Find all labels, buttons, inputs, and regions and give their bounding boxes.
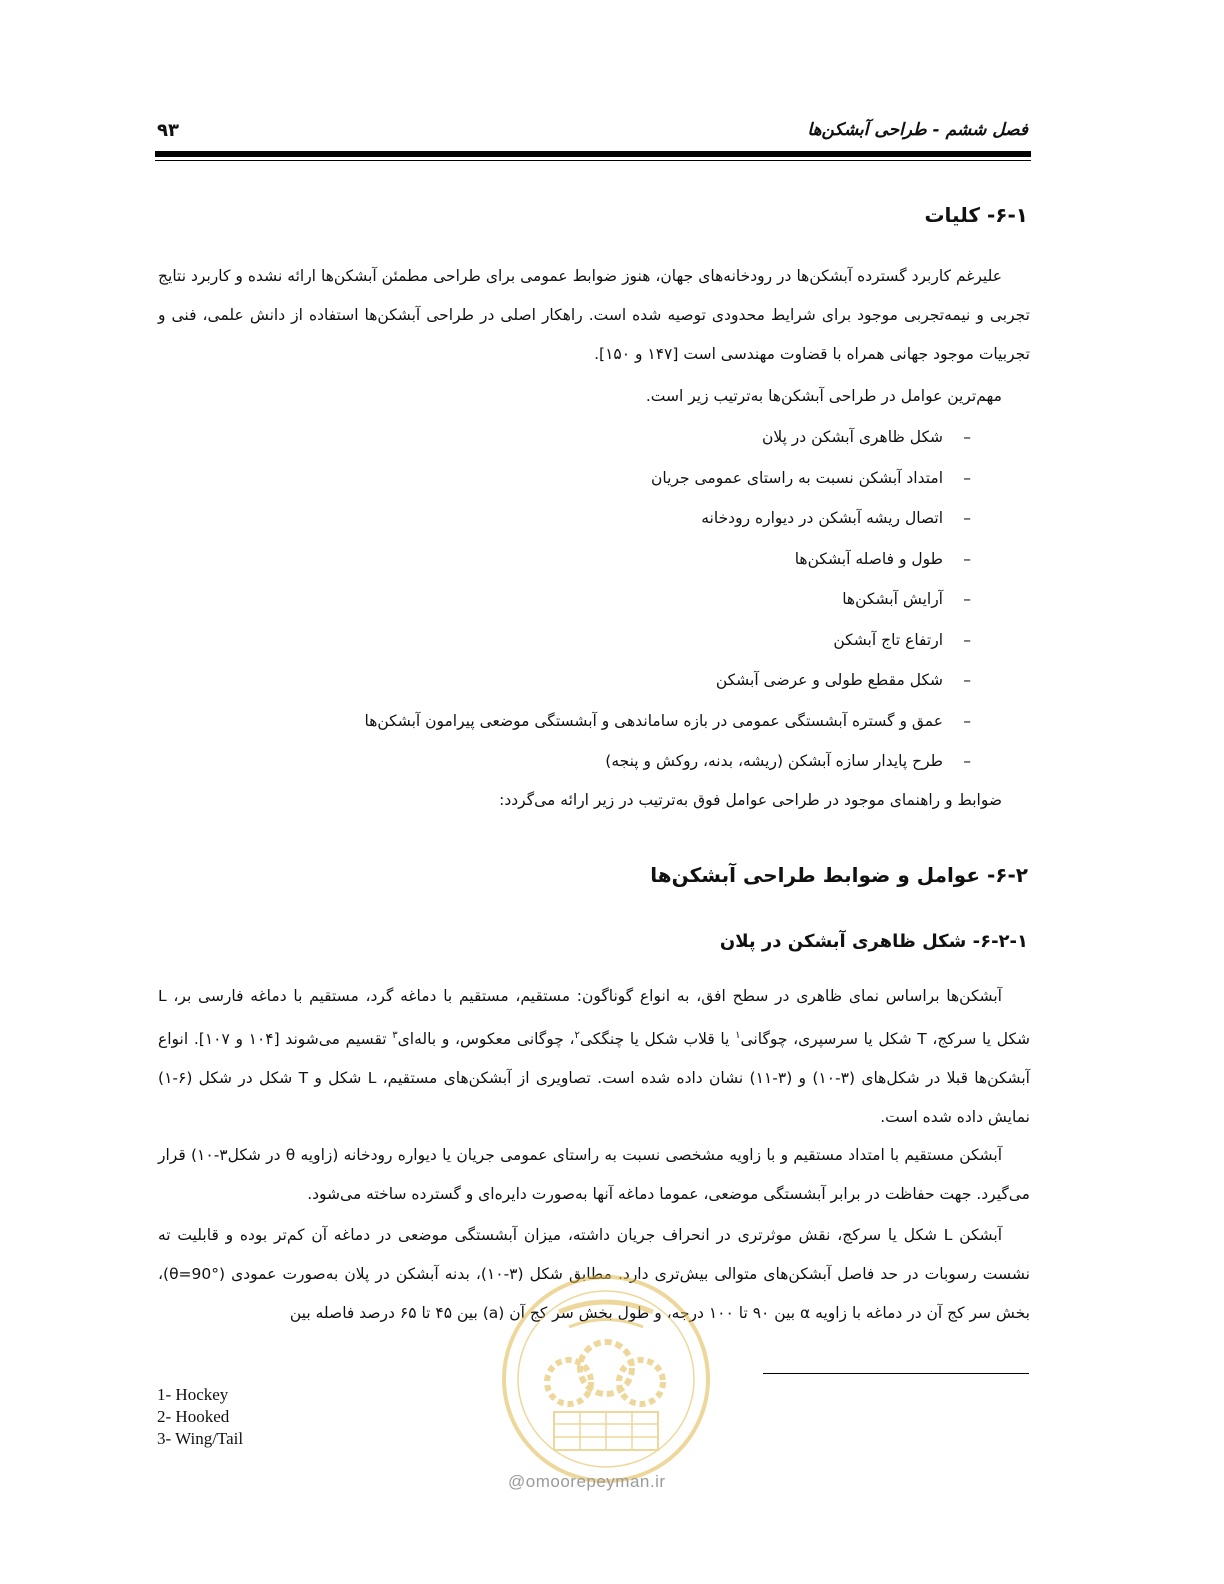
paragraph-straight-groyne: آبشکن مستقیم با امتداد مستقیم و با زاویه مشخصی نسبت به راستای عمومی جریان یا دیواره رودخانه (زاویه θ در شکل۳-۱۰) قرار می‌گیرد. جهت حفاظت در برابر آبشستگی موضعی، عموما دماغه آنها به‌صورت دایره‌ای و گسترده ساخته می‌شود. [158,1146,1030,1203]
header-rule-thin [155,160,1031,161]
paragraph-factors-intro: مهم‌ترین عوامل در طراحی آبشکن‌ها به‌ترتیب زیر است. [645,387,1002,405]
list-item [364,620,971,661]
list-item [364,539,971,580]
list-item-text: شکل مقطع طولی و عرضی آبشکن [715,671,943,689]
watermark-url: @omoorepeyman.ir [508,1472,666,1491]
list-dash: – [963,468,971,487]
list-item-text: عمق و گستره آبشستگی عمومی در بازه ساماندهی و آبشستگی موضعی پیرامون آبشکن‌ها [364,711,943,730]
list-item-text: آرایش آبشکن‌ها [842,590,943,608]
subsection-heading-plan-shape: ۶-۲-۱- شکل ظاهری آبشکن در پلان [719,931,1028,952]
list-item [364,417,971,458]
list-dash: – [963,509,971,527]
list-item [364,579,971,620]
paragraph-groyne-types [158,977,1030,1137]
list-item [364,741,971,782]
text-run: آبشکن‌ها براساس نمای ظاهری در سطح افق، به انواع گوناگون: مستقیم، مستقیم با دماغه گرد، مستقیم با دماغه فارسی بر، L شکل یا سرکج، T شکل یا سرسپری، چوگانی [158,987,1030,1049]
paragraph-factors-outro: ضوابط و راهنمای موجود در طراحی عوامل فوق به‌ترتیب در زیر ارائه می‌گردد: [499,791,1002,809]
footnotes [157,1384,243,1450]
footnote: 2- Hooked [157,1407,230,1426]
footnote-separator [763,1373,1029,1374]
list-dash: – [963,630,971,649]
list-item [364,660,971,701]
footnote-ref-2: ۲ [574,1030,580,1041]
footnote-ref-3: ۳ [392,1030,398,1041]
list-item-text: طرح پایدار سازه آبشکن (ریشه، بدنه، روکش و پنجه) [605,752,943,770]
page-number: ۹۳ [157,120,179,141]
list-item [364,498,971,539]
list-item-text: ارتفاع تاج آبشکن [833,630,943,649]
list-item [364,458,971,499]
footnote: 3- Wing/Tail [157,1429,244,1448]
list-item-text: امتداد آبشکن نسبت به راستای عمومی جریان [651,468,943,487]
list-dash: – [963,752,971,770]
header-rule-thick [155,151,1031,157]
list-dash: – [963,671,971,689]
list-dash: – [963,711,971,730]
section-heading-factors: ۶-۲- عوامل و ضوابط طراحی آبشکن‌ها [650,863,1028,887]
footnote: 1- Hockey [157,1385,229,1404]
list-dash: – [963,549,971,568]
running-header-title: فصل ششم - طراحی آبشکن‌ها [807,120,1028,140]
list-dash: – [963,428,971,446]
section-heading-general: ۶-۱- کلیات [924,203,1028,227]
text-run: تقسیم می‌شوند [۱۰۴ و ۱۰۷]. انواع آبشکن‌ها قبلا در شکل‌های (۳-۱۰) و (۳-۱۱) نشان داده شده است. تصاویری از آبشکن‌های مستقیم، L شکل و T شکل در شکل (۶-۱) نمایش داده شده است. [158,1030,1030,1127]
list-item-text: شکل ظاهری آبشکن در پلان [761,428,943,446]
list-item-text: طول و فاصله آبشکن‌ها [794,549,943,568]
text-run: یا قلاب شکل یا چنگکی [579,1030,736,1049]
watermark-seal-icon [499,1272,713,1486]
list-dash: – [963,590,971,608]
text-run: ، چوگانی معکوس، و باله‌ای [397,1030,575,1049]
paragraph-general-intro: علیرغم کاربرد گسترده آبشکن‌ها در رودخانه‌های جهان، هنوز ضوابط عمومی برای طراحی مطمئن آبشکن‌ها ارائه نشده و کاربرد نتایج تجربی و نیمه‌تجربی موجود برای شرایط محدودی توصیه شده است. راهکار اصلی در طراحی آبشکن‌ها استفاده از دانش علمی، فنی و تجربیات موجود جهانی همراه با قضاوت مهندسی است [۱۴۷ و ۱۵۰]. [158,267,1030,363]
list-item-text: اتصال ریشه آبشکن در دیواره رودخانه [701,509,943,527]
design-factors-list [364,417,971,782]
footnote-ref-1: ۱ [735,1030,741,1041]
list-item [364,701,971,742]
paragraph-l-shaped-groyne: آبشکن L شکل یا سرکج، نقش موثرتری در انحراف جریان داشته، میزان آبشستگی موضعی در دماغه آن کم‌تر بوده و قابلیت ته نشست رسوبات در حد فاصل آبشکن‌های متوالی بیش‌تری دارد. مطابق شکل (۳-۱۰)، بدنه آبشکن در پلان به‌صورت عمودی (θ=90°)، بخش سر کج آن در دماغه با زاویه α بین ۹۰ تا ۱۰۰ درجه، و طول بخش سر کج آن (a) بین ۴۵ تا ۶۵ درصد فاصله بین [158,1226,1030,1322]
